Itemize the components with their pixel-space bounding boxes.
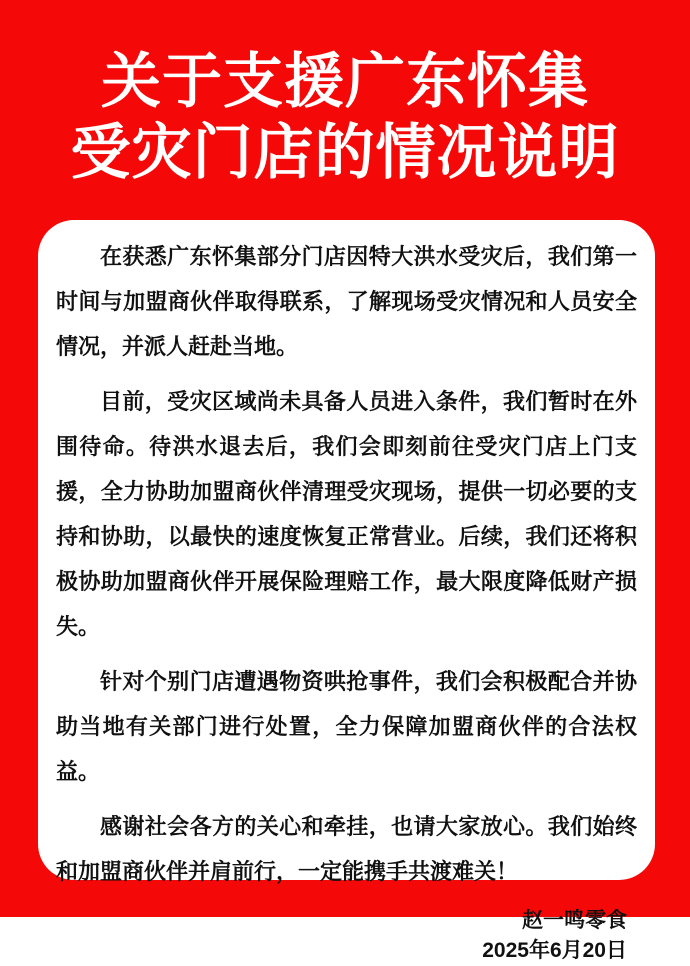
signature-date: 2025年6月20日 (482, 939, 627, 962)
title-line-2: 受灾门店的情况说明 (70, 119, 620, 186)
body-paragraph-3: 针对个别门店遭遇物资哄抢事件，我们会积极配合并协助当地有关部门进行处置，全力保障加盟商伙伴的合法权益。 (56, 669, 637, 784)
body-paragraph-2: 目前，受灾区域尚未具备人员进入条件，我们暂时在外围待命。待洪水退去后，我们会即刻前往受灾门店上门支援，全力协助加盟商伙伴清理受灾现场，提供一切必要的支持和协助，以最快的速度恢复正常营业。后续，我们还将积极协助加盟商伙伴开展保险理赔工作，最大限度降低财产损失。 (56, 389, 637, 639)
announcement-title (0, 46, 690, 188)
signature-company: 赵一鸣零食 (522, 909, 627, 932)
body-paragraph-4: 感谢社会各方的关心和牵挂，也请大家放心。我们始终和加盟商伙伴并肩前行，一定能携手共渡难关！ (56, 814, 637, 884)
body-paragraph-1: 在获悉广东怀集部分门店因特大洪水受灾后，我们第一时间与加盟商伙伴取得联系，了解现场受灾情况和人员安全情况，并派人赶赴当地。 (56, 244, 637, 359)
title-line-1: 关于支援广东怀集 (101, 48, 589, 115)
content-card (38, 220, 655, 962)
signature-block (56, 906, 637, 966)
